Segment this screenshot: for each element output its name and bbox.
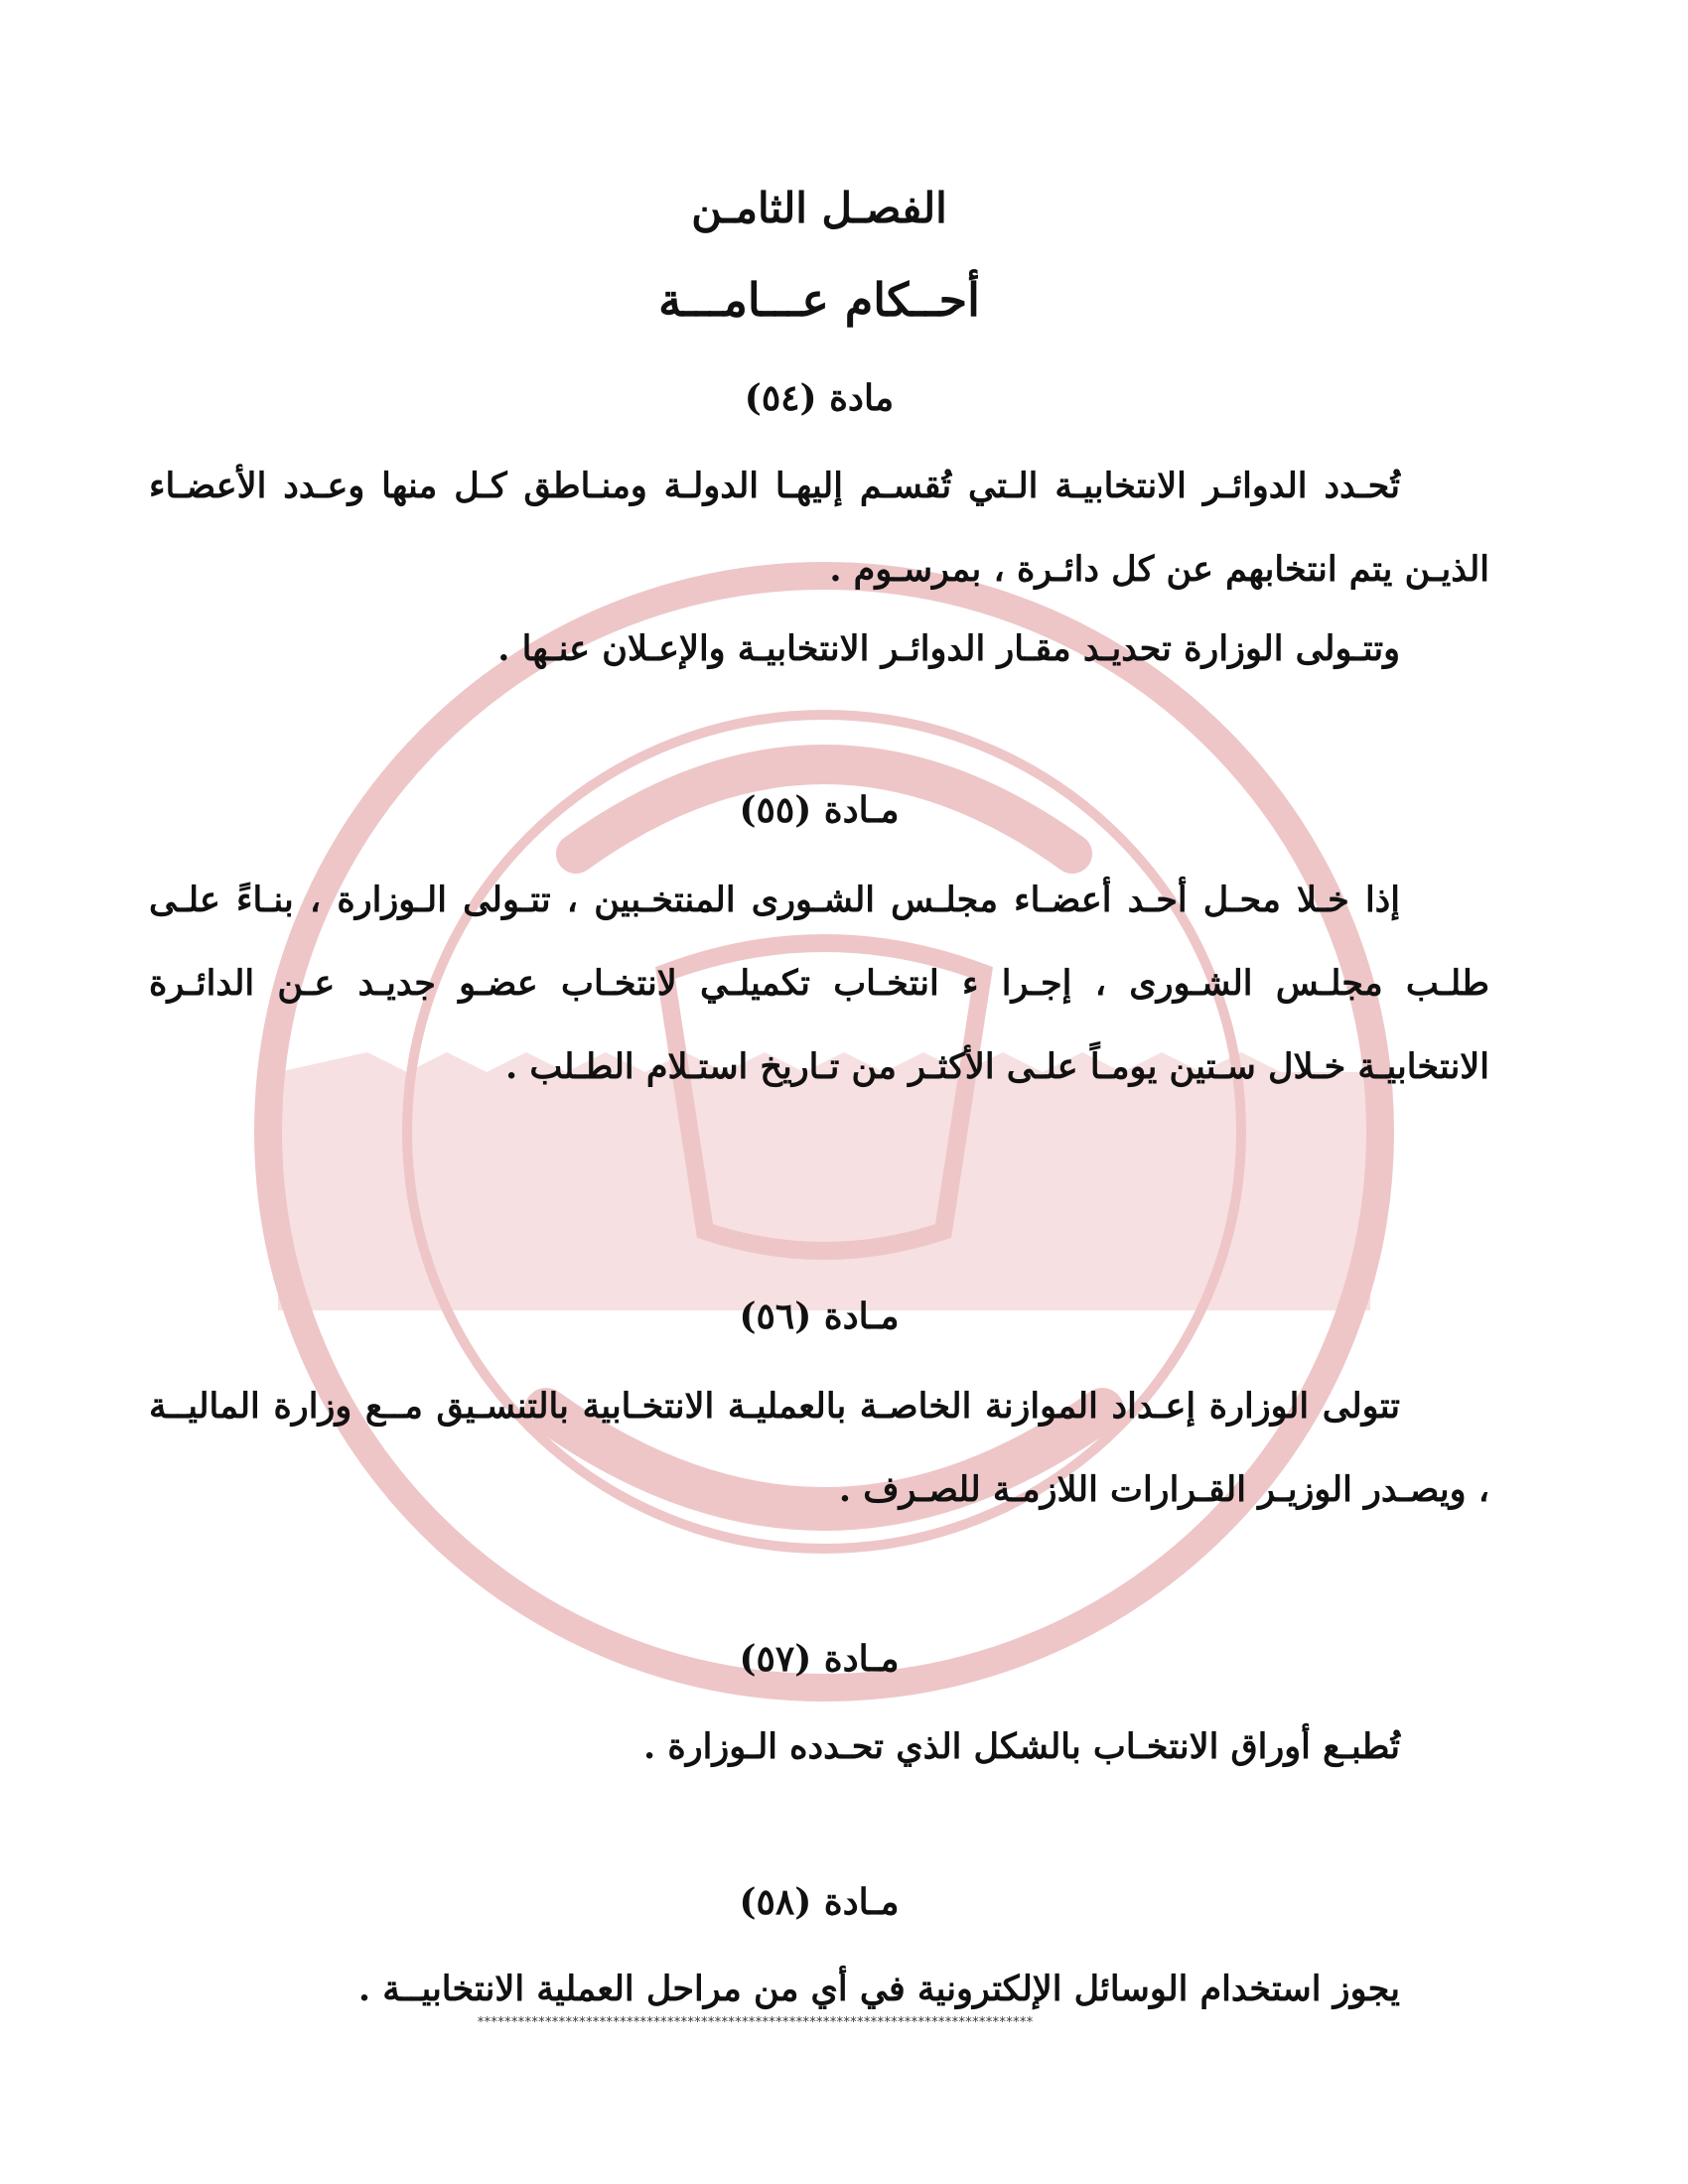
article-56-paragraph-1: تتولى الوزارة إعـداد الموازنة الخاصـة بالعمليـة الانتخـابية بالتنسـيق مــع وزارة الماليــة ، ويصـدر الوزيـر القـرارات اللازمـة للصـرف . [149, 1386, 1489, 1510]
article-54-paragraph-1: تُحـدد الدوائـر الانتخابيـة الـتي تُقسـم إليهـا الدولـة ومنـاطق كـل منها وعـدد الأعضـاء الذيـن يتم انتخابهم عن كل دائـرة ، بمرسـوم . [149, 466, 1489, 590]
chapter-title: الفصـل الثامـن [691, 184, 947, 232]
section-title: أحــكام عـــامـــة [658, 273, 980, 327]
article-54-title: مادة (٥٤) [744, 377, 895, 419]
article-57-title: مـادة (٥٧) [739, 1638, 900, 1680]
article-58-paragraph-1: يجوز استخدام الوسائل الإلكترونية في أي من مراحل العملية الانتخابيــة . [357, 1969, 1400, 2009]
article-56-title: مـادة (٥٦) [739, 1296, 900, 1337]
document-page [149, 0, 1489, 2184]
article-57-paragraph-1: تُطبـع أوراق الانتخـاب بالشكل الذي تحـدده الـوزارة . [643, 1726, 1400, 1767]
article-54-paragraph-2: وتتـولى الوزارة تحديـد مقـار الدوائـر الانتخابيـة والإعـلان عنـها . [497, 628, 1400, 669]
separator-line: ********************************************************************************** [477, 2015, 1033, 2030]
article-55-title: مـادة (٥٥) [739, 789, 900, 831]
article-58-title: مـادة (٥٨) [739, 1881, 900, 1923]
article-55-paragraph-1: إذا خـلا محـل أحـد أعضـاء مجلـس الشـورى المنتخـبين ، تتـولى الـوزارة ، بنـاءً علـى طلـب مجلـس الشـورى ، إجـرا ء انتخـاب تكميلـي لانتخـاب عضـو جديـد عـن الدائـرة الانتخابيـة خـلال سـتين يومـاً علـى الأكثـر من تـاريخ استـلام الطـلب . [149, 880, 1489, 1087]
